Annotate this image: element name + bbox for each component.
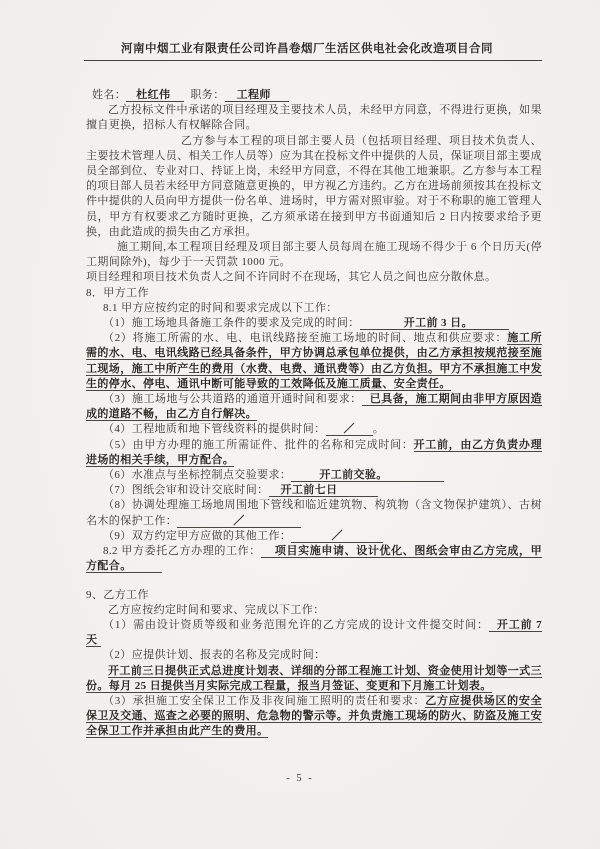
page-header xyxy=(0,0,600,61)
page-number: - 5 - xyxy=(286,773,314,784)
clause-label: （4）工程地质和地下管线资料的提供时间： xyxy=(103,423,326,436)
clause-label: （3）施工场地与公共道路的通道开通时间和要求： xyxy=(103,393,362,406)
clause-label-suffix: 。 xyxy=(372,423,385,436)
clause-label: （7）图纸会审和设计交底时间： xyxy=(103,484,269,497)
paragraph-text: 项目经理和项目技术负责人之间不许同时不在现场，其它人员之间也应分散休息。 xyxy=(86,271,497,284)
section-heading-text: 9、乙方工作 xyxy=(86,588,149,601)
paragraph-personnel-commitment xyxy=(86,103,542,133)
clause-label: （1）需由设计资质等级和业务范围允许的乙方完成的设计文件提交时间： xyxy=(103,618,489,631)
clause-label: （6）水准点与坐标控制点交验要求： xyxy=(103,469,292,482)
paragraph-project-team xyxy=(86,134,542,240)
clause-9-item-2-answer xyxy=(86,664,542,694)
clause-8-1-heading xyxy=(86,301,542,316)
clause-label: （5）由甲方办理的施工所需证件、批件的名称和完成时间： xyxy=(103,438,414,451)
clause-filled-value: ／ xyxy=(291,530,382,543)
clause-item-7 xyxy=(86,483,542,498)
contract-body xyxy=(86,88,542,740)
clause-label: （3）承担施工安全保卫工作及非夜间施工照明的责任和要求： xyxy=(103,694,426,707)
section-9-heading xyxy=(86,588,542,603)
clause-9-item-2 xyxy=(86,648,542,663)
paragraph-site-attendance xyxy=(86,240,542,270)
clause-filled-value: 开工前交验。 xyxy=(291,469,443,482)
paragraph-text: 施工期间,本工程项目经理及项目部主要人员每周在施工现场不得少于 6 个日历天(停工期间除外)，每少于一天罚款 1000 元。 xyxy=(86,241,542,269)
clause-filled-value: 开工前，由乙方负责办理进场的相关手续，甲方配合。 xyxy=(86,438,542,466)
clause-item-3 xyxy=(86,392,542,422)
clause-filled-value: 开工前三日提供正式总进度计划表、详细的分部工程施工计划、资金使用计划等一式三份。每月 25 日提供当月实际完成工程量，报当月签证、变更和下月施工计划表。 xyxy=(86,664,542,692)
clause-item-2 xyxy=(86,331,542,392)
paragraph-presence-rule xyxy=(86,270,542,285)
section-heading-text: 8．甲方工作 xyxy=(86,286,149,299)
clause-heading-text: 乙方应按约定时间和要求、完成以下工作： xyxy=(108,603,325,616)
position-label: 职务： xyxy=(190,89,225,101)
name-value: 杜红伟 xyxy=(126,89,184,102)
paragraph-text: 乙方投标文件中承诺的项目经理及主要技术人员，未经甲方同意，不得进行更换，如果擅自更换，招标人有权解除合同。 xyxy=(86,104,542,132)
clause-item-9 xyxy=(86,529,542,544)
clause-item-4 xyxy=(86,422,542,437)
clause-filled-value: ／ xyxy=(177,515,300,528)
clause-9-intro xyxy=(86,603,542,618)
contract-title: 河南中烟工业有限责任公司许昌卷烟厂生活区供电社会化改造项目合同 xyxy=(121,43,493,55)
paragraph-text: 乙方参与本工程的项目部主要人员（包括项目经理、项目技术负责人、主要技术管理人员、相关工作人员等）应为其在投标文件中提供的人员，保证项目部主要成员全部到位、专业对口、持证上岗，未经甲方同意，不得在其他工地兼职。乙方参与本工程的项目部人员若未经甲方同意随意更换的，甲方视乙方违约。乙方在进场前须按其在投标文件中提供的人员向甲方提供一份名单、进场时，甲方需对照审验。对于不称职的施工管理人员，甲方有权要求乙方随时更换，乙方须承诺在接到甲方书面通知后 2 日内按要求给予更换，由此造成的损失由乙方承担。 xyxy=(86,134,542,238)
clause-8-2 xyxy=(86,544,542,574)
position-value: 工程师 xyxy=(225,89,289,102)
clause-filled-value: 施工所需的水、电、电讯线路已经具备条件，甲方协调总承包单位提供，由乙方承担按规范接至施工现场，施工中所产生的费用（水费、电费、通讯费等）由乙方负担。甲方不承担施工中发生的停水、停电、通讯中断可能导致的工效降低及施工质量、安全责任。 xyxy=(86,332,542,390)
section-8-heading xyxy=(86,286,542,301)
clause-item-6 xyxy=(86,468,542,483)
clause-label: （9）双方约定甲方应做的其他工作： xyxy=(103,529,292,542)
clause-label: （8）协调处理施工场地周围地下管线和临近建筑物、构筑物（含文物保护建筑）、古树名木的保护工作： xyxy=(86,499,542,527)
section-gap xyxy=(86,575,542,588)
clause-label: 8.2 甲方委托乙方办理的工作： xyxy=(103,545,261,558)
clause-item-8 xyxy=(86,498,542,528)
clause-filled-value: 项目实施申请、设计优化、图纸会审由乙方完成，甲方配合。 xyxy=(86,545,543,573)
header-rule xyxy=(84,60,542,61)
clause-item-5 xyxy=(86,438,542,468)
clause-filled-value: 已具备，施工期间由非甲方原因造成的道路不畅，由乙方自行解决。 xyxy=(86,393,542,421)
clause-filled-value: 开工前 7 天 xyxy=(86,618,542,647)
clause-9-item-3 xyxy=(86,694,542,740)
clause-9-item-1 xyxy=(86,618,542,648)
name-title-line xyxy=(86,88,542,103)
name-label: 姓名： xyxy=(92,89,127,101)
clause-label: （1）施工场地具备施工条件的要求及完成的时间： xyxy=(103,317,360,330)
clause-filled-value: ／ xyxy=(326,423,373,436)
clause-label: （2）应提供计划、报表的名称及完成时间： xyxy=(103,649,326,662)
clause-heading-text: 8.1 甲方应按约定的时间和要求完成以下工作： xyxy=(103,301,338,314)
clause-item-1 xyxy=(86,316,542,331)
clause-filled-value: 开工前七日 xyxy=(269,484,378,497)
clause-filled-value: 乙方应提供场区的安全保卫及交通、巡查之必要的照明、危急物的警示等。并负责施工现场的防火、防盗及施工安全保卫工作并承担由此产生的费用。 xyxy=(86,694,542,738)
clause-label: （2）将施工所需的水、电、电讯线路接至施工场地的时间、地点和供应要求： xyxy=(103,332,508,345)
clause-filled-value: 开工前 3 日。 xyxy=(360,317,509,330)
